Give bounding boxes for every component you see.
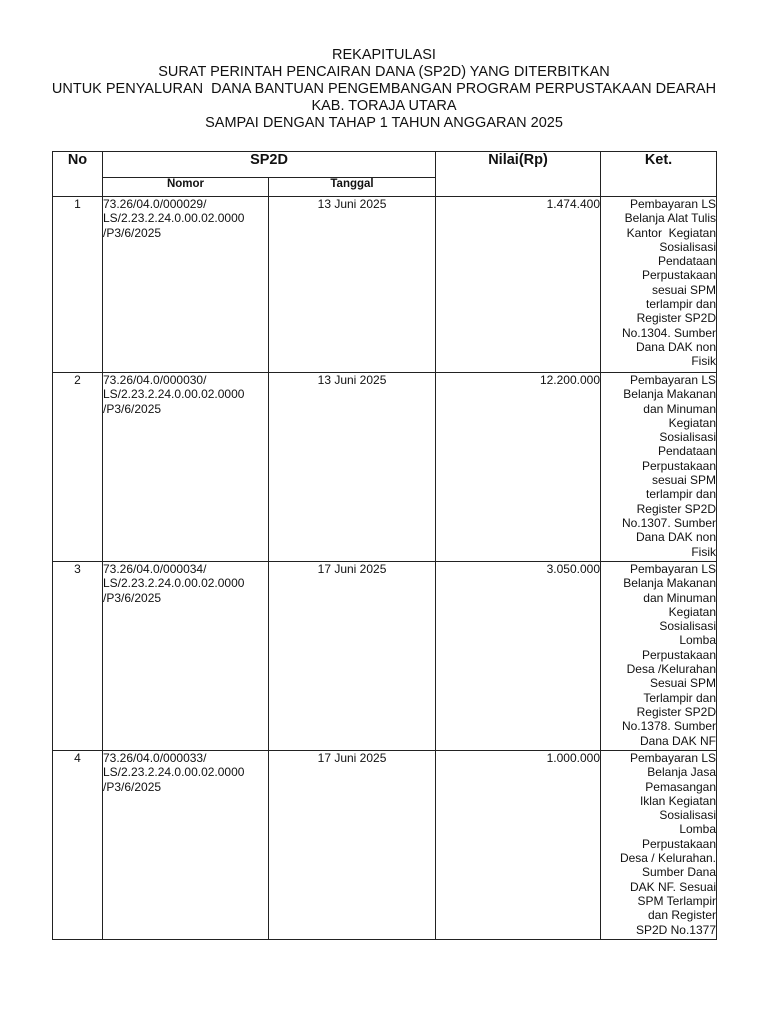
ket-line: Sosialisasi — [659, 619, 717, 634]
ket-line: Fisik — [691, 544, 717, 559]
table-row — [53, 562, 717, 751]
ket-line: Pembayaran LS — [629, 373, 717, 387]
ket-line: sesuai SPM — [651, 473, 717, 488]
ket-line: sesuai SPM — [651, 282, 717, 297]
ket-line: Perpustakaan — [641, 836, 717, 851]
ket-line: Perpustakaan — [641, 268, 717, 283]
nomor-line: /P3/6/2025 — [103, 779, 162, 794]
ket-line: Pembayaran LS — [629, 197, 717, 211]
ket-line: Fisik — [691, 354, 717, 369]
ket-line: SP2D No.1377 — [635, 922, 717, 937]
cell-no: 3 — [53, 562, 103, 751]
table-row — [53, 751, 717, 940]
ket-line: Pemasangan — [645, 779, 717, 794]
cell-ket — [601, 373, 717, 562]
ket-line: Register SP2D — [636, 311, 717, 326]
nomor-line: /P3/6/2025 — [103, 225, 162, 240]
ket-line: No.1307. Sumber — [621, 515, 717, 530]
header-tanggal: Tanggal — [269, 178, 436, 197]
cell-no: 2 — [53, 373, 103, 562]
ket-line: Pendataan — [657, 254, 717, 269]
ket-line: Perpustakaan — [641, 647, 717, 662]
cell-nilai: 1.474.400 — [436, 197, 601, 373]
ket-line: Dana DAK NF — [639, 733, 717, 748]
ket-line: Desa /Kelurahan — [626, 662, 717, 677]
ket-line: terlampir dan — [645, 297, 717, 312]
ket-line: Dana DAK non — [635, 530, 717, 545]
ket-line: Desa / Kelurahan. — [619, 851, 717, 866]
cell-nilai: 12.200.000 — [436, 373, 601, 562]
ket-line: Belanja Makanan — [623, 387, 717, 402]
ket-line: Belanja Makanan — [623, 576, 717, 591]
header-sp2d: SP2D — [103, 152, 436, 178]
nomor-line: /P3/6/2025 — [103, 590, 162, 605]
ket-line: Belanja Alat Tulis — [624, 211, 717, 226]
nomor-line: LS/2.23.2.24.0.00.02.0000 — [103, 211, 245, 226]
cell-ket — [601, 562, 717, 751]
ket-line: No.1304. Sumber — [621, 325, 717, 340]
nomor-line: 73.26/04.0/000029/ — [103, 197, 207, 211]
cell-no: 4 — [53, 751, 103, 940]
ket-line: Pendataan — [657, 444, 717, 459]
table-row — [53, 197, 717, 373]
ket-line: Pembayaran LS — [629, 751, 717, 765]
ket-line: SPM Terlampir — [637, 893, 717, 908]
cell-tanggal: 13 Juni 2025 — [269, 373, 436, 562]
ket-line: Pembayaran LS — [629, 562, 717, 576]
ket-line: Sosialisasi — [659, 808, 717, 823]
cell-nilai: 1.000.000 — [436, 751, 601, 940]
nomor-line: 73.26/04.0/000033/ — [103, 751, 207, 765]
cell-ket — [601, 751, 717, 940]
cell-tanggal: 17 Juni 2025 — [269, 562, 436, 751]
ket-line: Belanja Jasa — [647, 765, 717, 780]
nomor-line: /P3/6/2025 — [103, 401, 162, 416]
ket-line: Terlampir dan — [643, 690, 717, 705]
ket-line: No.1378. Sumber — [621, 719, 717, 734]
cell-tanggal: 17 Juni 2025 — [269, 751, 436, 940]
nomor-line: 73.26/04.0/000034/ — [103, 562, 207, 576]
table-row — [53, 373, 717, 562]
ket-line: dan Minuman — [643, 590, 717, 605]
ket-line: DAK NF. Sesuai — [629, 879, 717, 894]
header-no: No — [53, 152, 103, 197]
title-line: REKAPITULASI — [332, 47, 436, 63]
ket-line: Perpustakaan — [641, 458, 717, 473]
title-line: KAB. TORAJA UTARA — [311, 98, 457, 114]
nomor-line: 73.26/04.0/000030/ — [103, 373, 207, 387]
cell-ket — [601, 197, 717, 373]
ket-line: Kegiatan — [668, 604, 717, 619]
header-nomor: Nomor — [103, 178, 269, 197]
ket-line: Sesuai SPM — [649, 676, 717, 691]
document-title — [0, 47, 768, 132]
cell-nomor — [103, 751, 269, 940]
ket-line: Iklan Kegiatan — [639, 793, 717, 808]
ket-line: Register SP2D — [636, 704, 717, 719]
title-line: UNTUK PENYALURAN DANA BANTUAN PENGEMBANGAN PROGRAM PERPUSTAKAAN DEARAH — [51, 81, 717, 97]
nomor-line: LS/2.23.2.24.0.00.02.0000 — [103, 576, 245, 591]
ket-line: Dana DAK non — [635, 339, 717, 354]
nomor-line: LS/2.23.2.24.0.00.02.0000 — [103, 387, 245, 402]
cell-tanggal: 13 Juni 2025 — [269, 197, 436, 373]
ket-line: dan Register — [647, 908, 717, 923]
ket-line: Lomba — [679, 633, 717, 648]
header-ket: Ket. — [601, 152, 717, 197]
cell-nomor — [103, 373, 269, 562]
title-line: SAMPAI DENGAN TAHAP 1 TAHUN ANGGARAN 2025 — [205, 115, 563, 131]
ket-line: Lomba — [679, 822, 717, 837]
title-line: SURAT PERINTAH PENCAIRAN DANA (SP2D) YANG DITERBITKAN — [158, 64, 610, 80]
ket-line: Sosialisasi — [659, 239, 717, 254]
ket-line: Kantor Kegiatan — [626, 225, 717, 240]
cell-nomor — [103, 562, 269, 751]
cell-nomor — [103, 197, 269, 373]
cell-no: 1 — [53, 197, 103, 373]
ket-line: dan Minuman — [643, 401, 717, 416]
cell-nilai: 3.050.000 — [436, 562, 601, 751]
ket-line: Sosialisasi — [659, 430, 717, 445]
ket-line: Register SP2D — [636, 501, 717, 516]
sp2d-recap-table — [52, 151, 717, 940]
ket-line: terlampir dan — [645, 487, 717, 502]
header-nilai: Nilai(Rp) — [436, 152, 601, 197]
ket-line: Kegiatan — [668, 415, 717, 430]
ket-line: Sumber Dana — [641, 865, 717, 880]
nomor-line: LS/2.23.2.24.0.00.02.0000 — [103, 765, 245, 780]
